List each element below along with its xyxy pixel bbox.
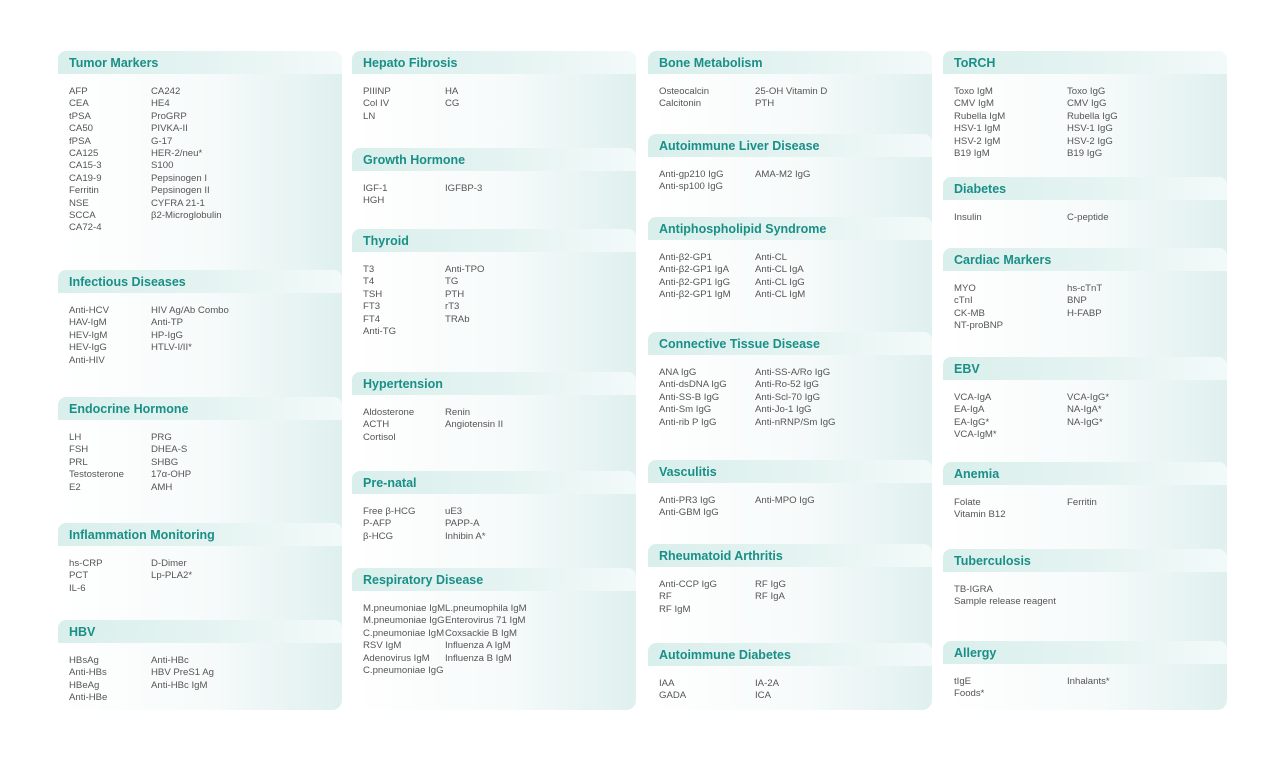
test-item: FT3 xyxy=(363,301,381,313)
test-item: Anti-β2-GP1 xyxy=(659,252,712,263)
test-item xyxy=(1067,509,1221,521)
test-item: Anti-HBc IgM xyxy=(151,679,208,691)
test-item: FT4 xyxy=(363,313,381,325)
test-item: Calcitonin xyxy=(659,98,702,110)
test-item: T4 xyxy=(363,276,375,288)
test-item: Adenovirus IgM xyxy=(363,652,430,664)
test-item xyxy=(755,181,926,193)
test-item: Anti-nRNP/Sm IgG xyxy=(755,416,836,428)
section-title: Vasculitis xyxy=(648,460,932,483)
test-item: Cortisol xyxy=(363,431,396,443)
test-item: EA-IgG* xyxy=(954,416,990,428)
test-item: Rubella IgM xyxy=(954,110,1006,122)
test-item xyxy=(151,222,336,234)
test-item: Anti-Jo-1 IgG xyxy=(755,404,812,416)
test-item: B19 IgG xyxy=(1067,148,1103,160)
test-item: HGH xyxy=(363,195,385,207)
section-cardiac-markers xyxy=(943,248,1227,332)
test-item: IL-6 xyxy=(69,582,86,594)
section-hbv xyxy=(58,620,342,704)
test-list xyxy=(363,603,630,677)
test-item: G-17 xyxy=(151,135,173,147)
test-item: Foods* xyxy=(954,688,985,700)
test-item: TSH xyxy=(363,288,383,300)
test-item: PTH xyxy=(755,98,775,110)
test-item: TG xyxy=(445,276,459,288)
section-autoimmune-liver-disease xyxy=(648,134,932,193)
test-item: Anti-CL IgA xyxy=(755,264,804,276)
test-item xyxy=(1067,429,1221,441)
test-item xyxy=(445,432,630,444)
section-thyroid xyxy=(352,229,636,338)
test-item: BNP xyxy=(1067,295,1087,307)
test-item: IA-2A xyxy=(755,678,779,689)
section-title: Rheumatoid Arthritis xyxy=(648,544,932,567)
section-title: Tumor Markers xyxy=(58,51,342,74)
test-item: rT3 xyxy=(445,301,460,313)
test-item: Rubella IgG xyxy=(1067,110,1118,122)
section-torch xyxy=(943,51,1227,160)
test-item xyxy=(1067,688,1221,700)
test-item: Anti-β2-GP1 IgA xyxy=(659,264,730,276)
test-item: IGF-1 xyxy=(363,183,388,194)
section-endocrine-hormone xyxy=(58,397,342,493)
test-item: Anti-gp210 IgG xyxy=(659,169,724,180)
test-item: Anti-SS-A/Ro IgG xyxy=(755,367,831,378)
section-growth-hormone xyxy=(352,148,636,207)
test-list xyxy=(363,264,630,338)
test-item: HTLV-I/II* xyxy=(151,342,192,354)
test-item: Anti-Ro-52 IgG xyxy=(755,379,819,391)
test-item: PIIINP xyxy=(363,86,391,97)
test-item: Anti-MPO IgG xyxy=(755,495,815,506)
test-item: CEA xyxy=(69,98,89,110)
section-title: Autoimmune Liver Disease xyxy=(648,134,932,157)
test-item: PAPP-A xyxy=(445,518,480,530)
section-title: EBV xyxy=(943,357,1227,380)
panel-column-1 xyxy=(58,51,342,710)
test-item: RF IgG xyxy=(755,579,786,590)
test-item: C-peptide xyxy=(1067,212,1109,223)
test-item: HBeAg xyxy=(69,679,100,691)
test-item: C.pneumoniae IgG xyxy=(363,665,444,677)
test-item: L.pneumophila IgM xyxy=(445,603,527,614)
test-item: ProGRP xyxy=(151,110,187,122)
test-item: HSV-2 IgG xyxy=(1067,135,1113,147)
test-item xyxy=(445,111,630,123)
test-item: Influenza B IgM xyxy=(445,652,512,664)
test-item: cTnI xyxy=(954,295,973,307)
section-title: Autoimmune Diabetes xyxy=(648,643,932,666)
test-item: PTH xyxy=(445,288,465,300)
test-item: ACTH xyxy=(363,419,390,431)
test-item: tPSA xyxy=(69,110,91,122)
test-item: Anti-CL IgG xyxy=(755,276,805,288)
section-title: Hypertension xyxy=(352,372,636,395)
section-hepato-fibrosis xyxy=(352,51,636,122)
test-item: D-Dimer xyxy=(151,558,187,569)
test-item: Testosterone xyxy=(69,469,124,481)
test-item: MYO xyxy=(954,283,976,294)
section-respiratory-disease xyxy=(352,568,636,677)
test-item: Anti-HBc xyxy=(151,655,189,666)
section-title: Allergy xyxy=(943,641,1227,664)
test-item xyxy=(755,604,926,616)
section-pre-natal xyxy=(352,471,636,542)
test-item: Anti-HBe xyxy=(69,692,108,704)
test-item: Renin xyxy=(445,407,471,418)
test-item: T3 xyxy=(363,264,375,275)
test-item: TB-IGRA xyxy=(954,584,993,595)
test-item: LH xyxy=(69,432,82,443)
test-item: EA-IgA xyxy=(954,404,985,416)
test-item: M.pneumoniae IgG xyxy=(363,615,445,627)
test-item: HEV-IgM xyxy=(69,329,108,341)
test-item: RF IgA xyxy=(755,591,785,603)
test-item: CG xyxy=(445,98,460,110)
test-item: NSE xyxy=(69,197,89,209)
test-list xyxy=(363,506,630,543)
test-item: NA-IgG* xyxy=(1067,416,1103,428)
test-item: Insulin xyxy=(954,212,982,223)
test-item: VCA-IgG* xyxy=(1067,392,1110,403)
test-item: LN xyxy=(363,110,376,122)
test-item: HSV-1 IgG xyxy=(1067,123,1113,135)
test-list xyxy=(363,86,630,123)
test-item: Anti-CL IgM xyxy=(755,289,806,301)
section-inflammation-monitoring xyxy=(58,523,342,594)
section-vasculitis xyxy=(648,460,932,519)
test-item: TRAb xyxy=(445,313,470,325)
test-item: Pepsinogen I xyxy=(151,172,208,184)
test-item: 17α-OHP xyxy=(151,469,192,481)
test-item: Osteocalcin xyxy=(659,86,710,97)
test-item: Anti-sp100 IgG xyxy=(659,181,723,193)
section-title: Cardiac Markers xyxy=(943,248,1227,271)
test-item: CA125 xyxy=(69,148,99,160)
test-item: CA19-9 xyxy=(69,172,102,184)
test-item: Anti-TP xyxy=(151,317,183,329)
section-title: Respiratory Disease xyxy=(352,568,636,591)
test-item: AFP xyxy=(69,86,88,97)
test-item: Anti-SS-B IgG xyxy=(659,391,720,403)
test-item: Anti-CL xyxy=(755,252,787,263)
test-item: VCA-IgA xyxy=(954,392,992,403)
test-item: β2-Microglobulin xyxy=(151,210,222,222)
test-item: PRL xyxy=(69,456,88,468)
test-item: CA15-3 xyxy=(69,160,102,172)
test-item xyxy=(755,507,926,519)
test-item: HEV-IgG xyxy=(69,342,107,354)
test-item: PIVKA-II xyxy=(151,123,188,135)
test-item: HP-IgG xyxy=(151,329,183,341)
section-antiphospholipid-syndrome xyxy=(648,217,932,301)
test-item: Inhibin A* xyxy=(445,530,486,542)
test-list xyxy=(659,86,926,111)
test-item: CA50 xyxy=(69,123,93,135)
test-item: VCA-IgM* xyxy=(954,429,997,441)
test-item: Anti-HBs xyxy=(69,667,107,679)
test-item: Aldosterone xyxy=(363,407,415,418)
test-item xyxy=(151,583,336,595)
test-item: Enterovirus 71 IgM xyxy=(445,615,526,627)
test-item: Influenza A IgM xyxy=(445,640,511,652)
test-list xyxy=(659,367,926,429)
section-tumor-markers xyxy=(58,51,342,234)
section-title: Hepato Fibrosis xyxy=(352,51,636,74)
section-title: ToRCH xyxy=(943,51,1227,74)
test-item: PRG xyxy=(151,432,172,443)
test-item: IGFBP-3 xyxy=(445,183,483,194)
test-item: AMH xyxy=(151,481,173,493)
test-item: hs-CRP xyxy=(69,558,103,569)
test-item: SHBG xyxy=(151,456,179,468)
section-ebv xyxy=(943,357,1227,441)
test-item: Anti-Sm IgG xyxy=(659,404,712,416)
test-item: Anti-HCV xyxy=(69,305,109,316)
test-item: HBV PreS1 Ag xyxy=(151,667,214,679)
test-item: fPSA xyxy=(69,135,91,147)
test-item: Anti-β2-GP1 IgG xyxy=(659,276,731,288)
test-item: Anti-CCP IgG xyxy=(659,579,717,590)
test-item: NA-IgA* xyxy=(1067,404,1102,416)
test-item: HE4 xyxy=(151,98,170,110)
test-item: HAV-IgM xyxy=(69,317,107,329)
panel-column-2 xyxy=(352,51,636,710)
test-item: CMV IgM xyxy=(954,98,994,110)
test-item: Anti-HIV xyxy=(69,354,105,366)
section-autoimmune-diabetes xyxy=(648,643,932,702)
test-item: HER-2/neu* xyxy=(151,148,203,160)
test-list xyxy=(954,676,1221,701)
test-item xyxy=(151,692,336,704)
test-list xyxy=(363,183,630,208)
test-item: Sample release reagent xyxy=(954,596,1056,608)
section-diabetes xyxy=(943,177,1227,223)
test-list xyxy=(69,432,336,494)
test-item: Vitamin B12 xyxy=(954,509,1006,521)
test-item xyxy=(445,195,630,207)
test-item: RF xyxy=(659,591,672,603)
test-item: M.pneumoniae IgM xyxy=(363,603,446,614)
test-item: Free β-HCG xyxy=(363,506,416,517)
test-item: SCCA xyxy=(69,210,96,222)
test-item: IAA xyxy=(659,678,675,689)
test-list xyxy=(69,655,336,705)
test-list xyxy=(954,283,1221,333)
test-item xyxy=(1067,584,1221,596)
test-item: HA xyxy=(445,86,459,97)
test-list xyxy=(954,86,1221,160)
test-item: PCT xyxy=(69,570,89,582)
test-item: DHEA-S xyxy=(151,444,188,456)
test-list xyxy=(659,678,926,703)
test-list xyxy=(659,495,926,520)
test-item: ANA IgG xyxy=(659,367,697,378)
test-item xyxy=(445,326,630,338)
test-item: uE3 xyxy=(445,506,463,517)
panel-column-3 xyxy=(648,51,932,710)
section-title: Growth Hormone xyxy=(352,148,636,171)
test-item: Anti-GBM IgG xyxy=(659,507,719,519)
test-item xyxy=(1067,596,1221,608)
test-item: CMV IgG xyxy=(1067,98,1107,110)
section-tuberculosis xyxy=(943,549,1227,608)
test-list xyxy=(954,212,1221,224)
test-item: HSV-1 IgM xyxy=(954,123,1001,135)
test-item: FSH xyxy=(69,444,89,456)
section-title: Tuberculosis xyxy=(943,549,1227,572)
test-list xyxy=(954,497,1221,522)
test-list xyxy=(954,584,1221,609)
test-item: GADA xyxy=(659,690,687,702)
section-title: Endocrine Hormone xyxy=(58,397,342,420)
test-item: Col IV xyxy=(363,98,390,110)
test-item: Anti-PR3 IgG xyxy=(659,495,716,506)
section-anemia xyxy=(943,462,1227,521)
panel-column-4 xyxy=(943,51,1227,710)
section-title: Bone Metabolism xyxy=(648,51,932,74)
section-title: Pre-natal xyxy=(352,471,636,494)
test-item: C.pneumoniae IgM xyxy=(363,627,445,639)
section-title: Diabetes xyxy=(943,177,1227,200)
test-item xyxy=(445,665,630,677)
test-item: Coxsackie B IgM xyxy=(445,627,517,639)
test-item: Toxo IgG xyxy=(1067,86,1106,97)
test-item: E2 xyxy=(69,481,81,493)
test-item: B19 IgM xyxy=(954,148,990,160)
test-item: Folate xyxy=(954,497,981,508)
test-item: Anti-Scl-70 IgG xyxy=(755,391,821,403)
test-item: RF IgM xyxy=(659,603,691,615)
section-allergy xyxy=(943,641,1227,700)
test-item: RSV IgM xyxy=(363,640,402,652)
test-item: ICA xyxy=(755,690,771,702)
test-item: CA242 xyxy=(151,86,181,97)
section-title: Connective Tissue Disease xyxy=(648,332,932,355)
test-item: H-FABP xyxy=(1067,307,1102,319)
test-item: Anti-β2-GP1 IgM xyxy=(659,289,731,301)
test-item: 25-OH Vitamin D xyxy=(755,86,828,97)
section-title: Infectious Diseases xyxy=(58,270,342,293)
test-item: NT-proBNP xyxy=(954,320,1004,332)
test-item: Anti-rib P IgG xyxy=(659,416,717,428)
test-item: AMA-M2 IgG xyxy=(755,169,811,180)
test-item: HBsAg xyxy=(69,655,99,666)
test-item: tIgE xyxy=(954,676,972,687)
test-item: Pepsinogen II xyxy=(151,185,210,197)
section-hypertension xyxy=(352,372,636,443)
test-list xyxy=(659,579,926,616)
section-title: Thyroid xyxy=(352,229,636,252)
test-item: Anti-TG xyxy=(363,326,397,338)
test-item: Toxo IgM xyxy=(954,86,993,97)
test-item xyxy=(1067,320,1221,332)
test-item: HIV Ag/Ab Combo xyxy=(151,305,229,316)
test-item: CK-MB xyxy=(954,307,985,319)
section-bone-metabolism xyxy=(648,51,932,110)
section-infectious-diseases xyxy=(58,270,342,366)
test-item xyxy=(151,355,336,367)
test-list xyxy=(69,558,336,595)
test-item: CYFRA 21-1 xyxy=(151,197,205,209)
test-item: Anti-dsDNA IgG xyxy=(659,379,727,391)
test-item: S100 xyxy=(151,160,174,172)
test-item: Lp-PLA2* xyxy=(151,570,193,582)
test-item: Ferritin xyxy=(1067,497,1097,508)
section-title: Anemia xyxy=(943,462,1227,485)
test-item: HSV-2 IgM xyxy=(954,135,1001,147)
test-item: Anti-TPO xyxy=(445,264,485,275)
test-list xyxy=(69,305,336,367)
test-item: hs-cTnT xyxy=(1067,283,1103,294)
test-item: Angiotensin II xyxy=(445,419,504,431)
test-item: P-AFP xyxy=(363,518,392,530)
test-item: CA72-4 xyxy=(69,222,102,234)
test-item: Inhalants* xyxy=(1067,676,1110,687)
test-list xyxy=(659,169,926,194)
test-list xyxy=(69,86,336,235)
section-title: HBV xyxy=(58,620,342,643)
section-title: Antiphospholipid Syndrome xyxy=(648,217,932,240)
test-list xyxy=(954,392,1221,442)
section-rheumatoid-arthritis xyxy=(648,544,932,615)
test-list xyxy=(659,252,926,302)
section-title: Inflammation Monitoring xyxy=(58,523,342,546)
test-item: Ferritin xyxy=(69,185,99,197)
test-item: β-HCG xyxy=(363,530,394,542)
section-connective-tissue-disease xyxy=(648,332,932,428)
test-list xyxy=(363,407,630,444)
